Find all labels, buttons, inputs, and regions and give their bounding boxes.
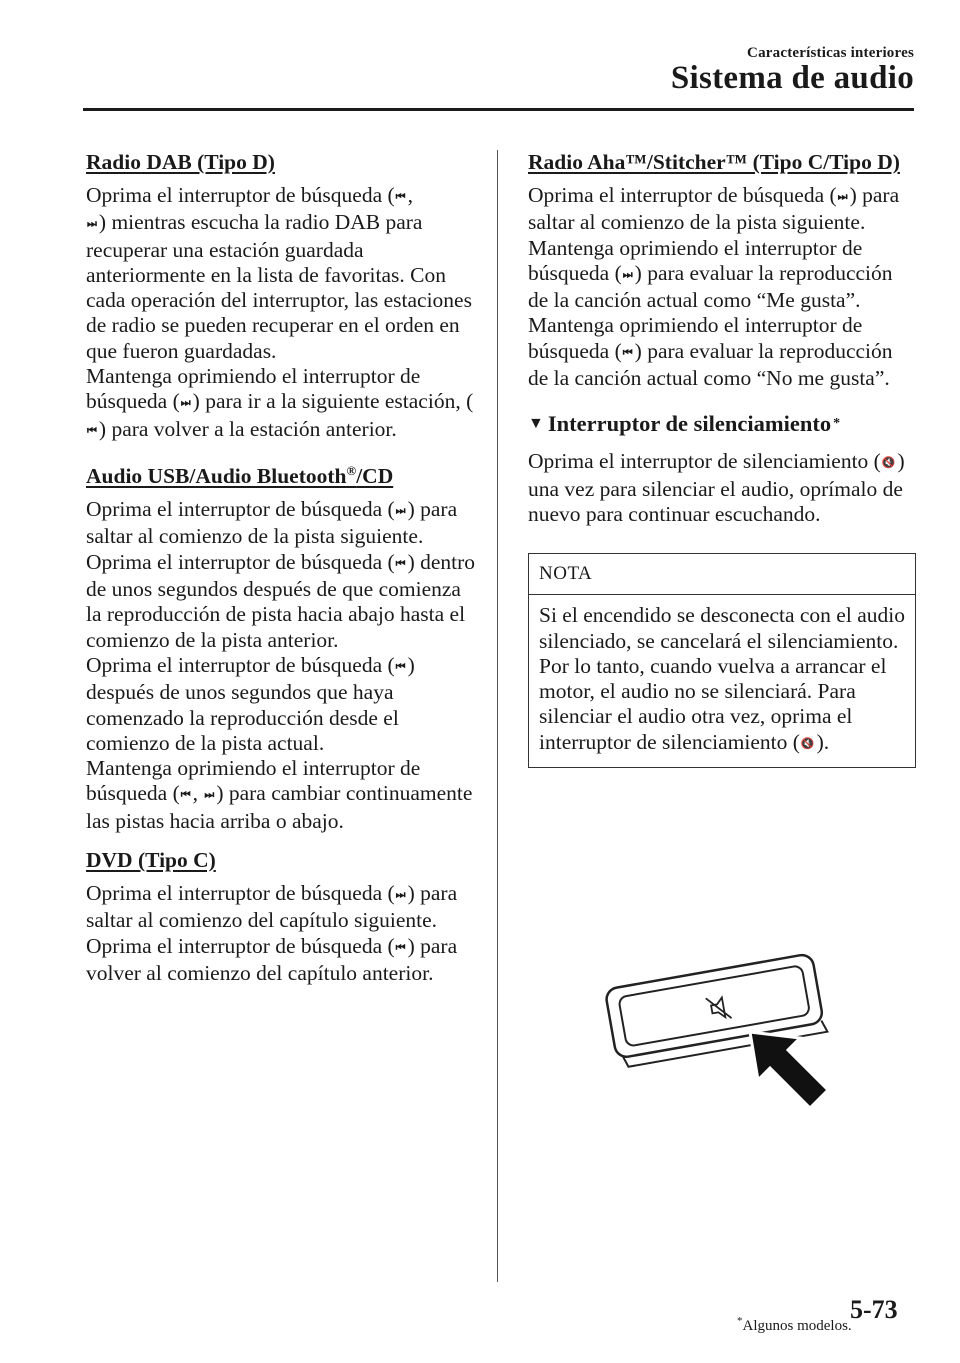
usb-paragraph-4: Mantenga oprimiendo el interruptor de búsqueda (⏮ , ⏭ ) para cambiar continuamente las pistas hacia arriba o abajo. [86,756,473,833]
aha-paragraph-3: Mantenga oprimiendo el interruptor de búsqueda (⏮ ) para evaluar la reproducción de la canción actual como “No me gusta”. [528,313,893,391]
header-rule [83,108,914,111]
skip-back-icon: ⏮ [395,191,404,203]
right-column [528,150,915,768]
dvd-paragraph-1: Oprima el interruptor de búsqueda (⏭ ) para saltar al comienzo del capítulo siguiente. [86,880,458,933]
aha-paragraph-1: Oprima el interruptor de búsqueda (⏭ ) para saltar al comienzo de la pista siguiente. [528,183,900,235]
dab-paragraph-2: Mantenga oprimiendo el interruptor de búsqueda (⏭ ) para ir a la siguiente estación, (⏮ ) para volver a la estación anterior. [86,364,481,444]
mute-paragraph: Oprima el interruptor de silenciamiento (🔇 ) una vez para silenciar el audio, oprímalo de nuevo para continuar escuchando. [528,449,905,526]
footer-note: *Algunos modelos. [737,1315,852,1334]
usb-paragraph-1: Oprima el interruptor de búsqueda (⏭ ) para saltar al comienzo de la pista siguiente. [86,497,458,549]
skip-forward-icon: ⏭ [395,888,404,901]
skip-back-icon: ⏮ [622,346,631,359]
arrow-pointer-icon [750,1032,828,1108]
skip-forward-icon: ⏭ [837,191,846,203]
skip-back-icon: ⏮ [395,660,404,673]
triangle-icon: ▼ [528,415,544,433]
page-title: Sistema de audio [670,60,914,96]
skip-back-icon: ⏮ [180,789,189,802]
note-text: Si el encendido se desconecta con el audio silenciado, se cancelará el silenciamiento. Por lo tanto, cuando vuelva a arrancar el motor, el audio no se silenciará. Para silenciar el audio otra vez, oprima el interruptor de silenciamiento (🔇 ). [539,603,905,757]
dvd-heading: DVD (Tipo C) [86,847,216,872]
dab-heading: Radio DAB (Tipo D) [86,150,275,174]
usb-paragraph-3: Oprima el interruptor de búsqueda (⏮ ) después de unos segundos que haya comenzado la reproducción desde el comienzo de la pista actual. [86,652,415,755]
skip-forward-icon: ⏭ [87,218,95,231]
usb-heading: Audio USB/Audio Bluetooth®/CD [86,462,394,489]
mute-icon: 🔇 [800,737,813,750]
header-category: Características interiores [747,45,914,61]
skip-forward-icon: ⏭ [180,397,189,410]
dab-paragraph-1: Oprima el interruptor de búsqueda (⏮ , ⏭ ) mientras escucha la radio DAB para recuperar una estación guardada anteriormente en la lista de favoritas. Con cada operación del interruptor, las estaciones de radio se pueden recuperar en el orden en que fueron guardadas. [86,183,472,363]
asterisk-mark: * [833,416,841,432]
note-box [528,553,916,768]
skip-back-icon: ⏮ [395,941,404,954]
mute-icon: 🔇 [881,457,894,470]
column-divider [497,150,498,1282]
skip-back-icon: ⏮ [395,557,404,570]
skip-back-icon: ⏮ [87,424,95,437]
skip-forward-icon: ⏭ [395,505,404,518]
aha-paragraph-2: Mantenga oprimiendo el interruptor de búsqueda (⏭ ) para evaluar la reproducción de la canción actual como “Me gusta”. [528,235,893,313]
usb-paragraph-2: Oprima el interruptor de búsqueda (⏮ ) dentro de unos segundos después de que comienza la reproducción de pista hacia abajo hasta el comienzo de la pista anterior. [86,549,476,652]
skip-forward-icon: ⏭ [622,268,631,281]
mute-section-heading: ▼ Interruptor de silenciamiento * [528,411,841,437]
skip-forward-icon: ⏭ [204,789,213,802]
page-number: 5-73 [850,1295,898,1324]
dvd-paragraph-2: Oprima el interruptor de búsqueda (⏮ ) para volver al comienzo del capítulo anterior. [86,933,458,985]
note-title: NOTA [529,554,915,595]
mute-switch-illustration [600,950,840,1120]
left-column [86,150,481,986]
aha-heading: Radio Aha™/Stitcher™ (Tipo C/Tipo D) [528,150,900,174]
